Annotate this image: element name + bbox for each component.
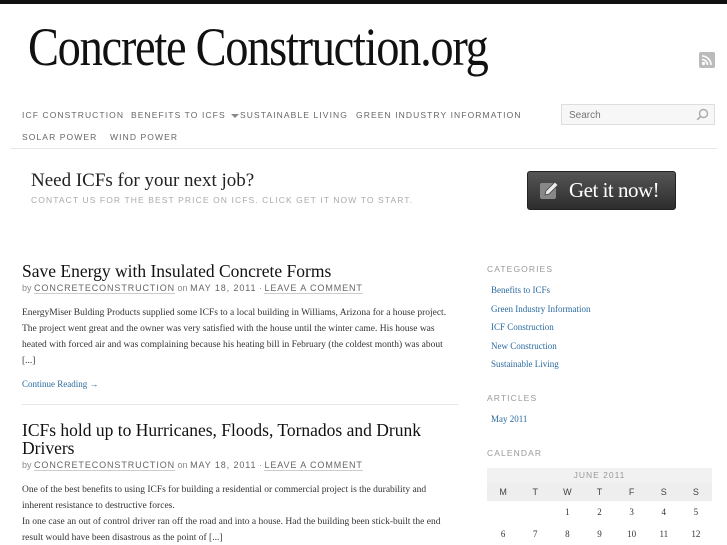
calendar-day: 12 [691, 529, 701, 539]
promo-title: Need ICFs for your next job? [31, 170, 255, 191]
leave-comment-link[interactable]: LEAVE A COMMENT [264, 460, 363, 470]
category-link[interactable]: ICF Construction [491, 322, 554, 332]
nav-item-green-industry-information[interactable]: GREEN INDUSTRY INFORMATION [356, 110, 522, 120]
search-input[interactable] [562, 106, 690, 125]
nav-item-benefits-to-icfs[interactable] [131, 110, 239, 120]
weekday: T [596, 487, 603, 497]
calendar-day: 11 [659, 529, 669, 539]
byline-separator: · [258, 460, 262, 470]
calendar-weekdays [487, 483, 712, 501]
category-link[interactable]: Benefits to ICFs [491, 285, 551, 295]
post-excerpt: EnergyMiser Bulding Products supplied some ICFs to a local building in Williams, Arizona for a house project. The project went great and the owner was very satisfied with the house until the winter came. His house was heated with forced air and was complaining because his heating bill in February (the coldest month) was about [...] [22, 308, 447, 366]
nav-item-icf-construction[interactable]: ICF CONSTRUCTION [22, 110, 125, 120]
post-author[interactable]: CONCRETECONSTRUCTION [34, 460, 176, 470]
post-1 [22, 262, 458, 389]
nav-divider [10, 148, 717, 149]
weekday: M [499, 487, 507, 497]
calendar-day: 10 [627, 529, 637, 539]
post-author[interactable]: CONCRETECONSTRUCTION [34, 283, 176, 293]
nav-item-label: BENEFITS TO ICFS [131, 110, 226, 120]
leave-comment-link[interactable]: LEAVE A COMMENT [264, 283, 363, 293]
post-date: MAY 18, 2011 [190, 460, 257, 470]
calendar-day [519, 501, 551, 523]
archive-link[interactable]: May 2011 [491, 414, 528, 424]
byline-by: by [22, 460, 32, 470]
calendar-day: 2 [597, 507, 602, 517]
calendar-day: 1 [565, 507, 570, 517]
top-bar [0, 0, 727, 4]
category-link[interactable]: Sustainable Living [491, 359, 559, 369]
get-it-now-button[interactable] [527, 171, 676, 210]
post-title[interactable]: Save Energy with Insulated Concrete Forms [22, 261, 332, 281]
weekday: F [628, 487, 635, 497]
post-excerpt-continued: In one case an out of control driver ran off the road and into a house. Had the building been stick-built the end result would have been disastrous as the point of [...] [22, 517, 441, 543]
calendar-day: 6 [500, 529, 506, 539]
nav-item-solar-power[interactable]: SOLAR POWER [22, 132, 98, 142]
byline-on: on [177, 283, 188, 293]
calendar-day: 4 [661, 507, 667, 517]
post-excerpt: One of the best benefits to using ICFs for building a residential or commercial project is the durability and inherent resistance to destructive forces. [22, 485, 427, 511]
search-icon[interactable] [696, 108, 709, 126]
edit-icon [539, 181, 561, 207]
weekday: T [532, 487, 538, 497]
get-it-now-label: Get it now! [569, 178, 660, 202]
post-date: MAY 18, 2011 [190, 283, 257, 293]
post-divider [22, 404, 458, 405]
rss-icon[interactable] [699, 52, 715, 68]
categories-heading: CATEGORIES [487, 264, 554, 274]
byline-on: on [177, 460, 188, 470]
calendar-week [487, 523, 712, 545]
calendar-month: JUNE 2011 [487, 468, 712, 483]
sidebar-calendar-heading [487, 448, 712, 458]
byline-separator: · [258, 283, 262, 293]
calendar [487, 468, 712, 545]
calendar-day [487, 501, 519, 523]
nav-item-sustainable-living[interactable]: SUSTAINABLE LIVING [240, 110, 348, 120]
post-byline [22, 283, 458, 293]
sidebar-categories [487, 264, 712, 369]
weekday: W [563, 487, 572, 497]
promo-subtitle: CONTACT US FOR THE BEST PRICE ON ICFS. CLICK GET IT NOW TO START. [31, 195, 414, 205]
category-link[interactable]: Green Industry Information [491, 304, 591, 314]
nav-item-wind-power[interactable]: WIND POWER [110, 132, 179, 142]
weekday: S [692, 487, 699, 497]
weekday: S [660, 487, 667, 497]
calendar-day: 5 [693, 507, 699, 517]
calendar-day: 7 [532, 529, 538, 539]
calendar-heading: CALENDAR [487, 448, 543, 458]
post-title[interactable]: ICFs hold up to Hurricanes, Floods, Tornados and Drunk Drivers [22, 420, 421, 458]
calendar-day: 9 [597, 529, 602, 539]
calendar-day: 8 [565, 529, 570, 539]
search-box [561, 104, 715, 125]
site-logo[interactable]: Concrete Construction.org [28, 17, 488, 77]
byline-by: by [22, 283, 32, 293]
post-2 [22, 421, 458, 545]
articles-heading: ARTICLES [487, 393, 538, 403]
continue-reading-link[interactable]: Continue Reading → [22, 379, 99, 389]
sidebar-articles [487, 393, 712, 424]
category-link[interactable]: New Construction [491, 341, 557, 351]
calendar-week [487, 501, 712, 523]
post-byline [22, 460, 458, 470]
chevron-down-icon [231, 114, 239, 118]
calendar-day: 3 [629, 507, 634, 517]
